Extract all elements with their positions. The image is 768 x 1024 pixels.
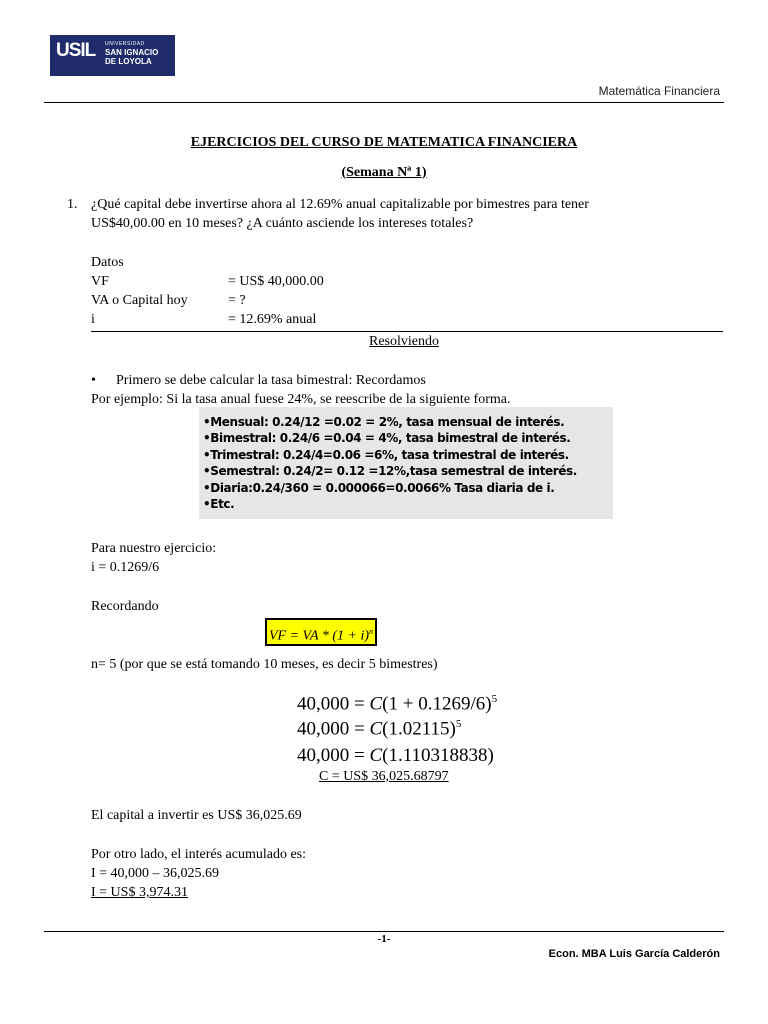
equation-right: (1 + 0.1269/6) bbox=[382, 693, 492, 715]
equation-left: 40,000 = bbox=[297, 718, 370, 740]
equation-1 bbox=[297, 693, 497, 715]
equation-3 bbox=[297, 745, 494, 767]
equation-var: C bbox=[369, 693, 383, 715]
equation-exp: 5 bbox=[491, 693, 498, 705]
logo-line-3: DE LOYOLA bbox=[105, 57, 152, 66]
question-line-1: ¿Qué capital debe invertirse ahora al 12.69% anual capitalizable por bimestres para tener bbox=[91, 197, 589, 212]
document-title: EJERCICIOS DEL CURSO DE MATEMATICA FINANCIERA bbox=[190, 135, 578, 150]
example-line: •Semestral: 0.24/2= 0.12 =12%,tasa semestral de interés. bbox=[203, 464, 577, 479]
example-line: •Diaria:0.24/360 = 0.000066=0.0066% Tasa diaria de i. bbox=[203, 480, 555, 495]
interes-result: I = US$ 3,974.31 bbox=[91, 885, 188, 900]
question-line-2: US$40,00.00 en 10 meses? ¿A cuánto asciende los intereses totales? bbox=[91, 216, 474, 231]
i-value: i = 0.1269/6 bbox=[91, 560, 160, 575]
usil-logo bbox=[50, 35, 175, 76]
logo-text bbox=[105, 42, 158, 67]
footer-divider bbox=[44, 931, 724, 932]
recordando: Recordando bbox=[91, 599, 159, 614]
logo-line-2: SAN IGNACIO bbox=[105, 48, 159, 57]
equation-var: C bbox=[369, 718, 383, 740]
capital-line: El capital a invertir es US$ 36,025.69 bbox=[91, 808, 302, 823]
equation-right: (1.110318838) bbox=[382, 745, 494, 766]
datos-value-va: = ? bbox=[228, 293, 246, 308]
header-divider bbox=[44, 102, 724, 103]
n-line: n= 5 (por que se está tomando 10 meses, es decir 5 bimestres) bbox=[91, 657, 438, 672]
resolviendo-heading: Resolviendo bbox=[369, 334, 439, 349]
example-box bbox=[199, 407, 613, 519]
para-nuestro: Para nuestro ejercicio: bbox=[91, 541, 217, 556]
interes-intro: Por otro lado, el interés acumulado es: bbox=[91, 847, 306, 862]
logo-mark: USIL bbox=[56, 40, 96, 61]
question-number: 1. bbox=[67, 197, 78, 212]
footer-author: Econ. MBA Luis García Calderón bbox=[548, 948, 720, 960]
logo-line-1: UNIVERSIDAD bbox=[105, 41, 145, 47]
datos-heading: Datos bbox=[91, 255, 124, 270]
c-result: C = US$ 36,025.68797 bbox=[319, 769, 449, 784]
course-title: Matemática Financiera bbox=[598, 84, 720, 98]
datos-divider bbox=[91, 331, 723, 332]
formula-main: VF = VA * (1 + i) bbox=[268, 628, 370, 644]
formula-box bbox=[265, 618, 377, 646]
datos-label-va: VA o Capital hoy bbox=[91, 293, 188, 308]
bullet-text: Primero se debe calcular la tasa bimestral: Recordamos bbox=[116, 373, 426, 388]
example-line: •Bimestral: 0.24/6 =0.04 = 4%, tasa bimestral de interés. bbox=[203, 431, 571, 446]
example-line: •Trimestral: 0.24/4=0.06 =6%, tasa trimestral de interés. bbox=[203, 447, 569, 462]
equation-exp: 5 bbox=[455, 718, 462, 730]
bullet-marker: • bbox=[91, 373, 96, 388]
equation-2 bbox=[297, 718, 461, 740]
equation-var: C bbox=[369, 745, 383, 766]
equation-left: 40,000 = bbox=[297, 693, 370, 715]
equation-left: 40,000 = bbox=[297, 745, 370, 766]
interes-calc: I = 40,000 – 36,025.69 bbox=[91, 866, 220, 881]
page-number: -1- bbox=[377, 933, 391, 945]
datos-label-vf: VF bbox=[91, 274, 109, 289]
example-line: •Etc. bbox=[203, 497, 235, 512]
example-line: •Mensual: 0.24/12 =0.02 = 2%, tasa mensual de interés. bbox=[203, 415, 565, 429]
datos-value-i: = 12.69% anual bbox=[228, 312, 317, 327]
datos-label-i: i bbox=[91, 312, 95, 327]
equation-right: (1.02115) bbox=[382, 718, 456, 740]
document-subtitle: (Semana Nª 1) bbox=[341, 165, 427, 180]
formula-exponent: n bbox=[369, 627, 374, 636]
datos-value-vf: = US$ 40,000.00 bbox=[228, 274, 324, 289]
example-intro: Por ejemplo: Si la tasa anual fuese 24%, se reescribe de la siguiente forma. bbox=[91, 392, 511, 407]
